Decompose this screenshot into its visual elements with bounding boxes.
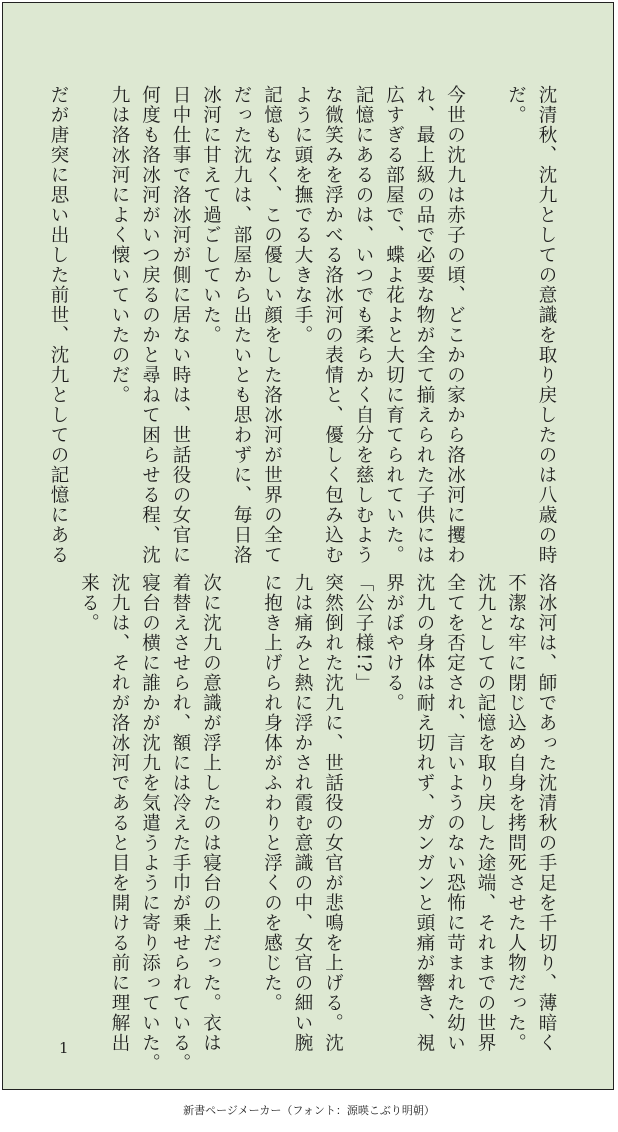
footer-credit: 新書ページメーカー（フォント：源暎こぶり明朝）: [183, 1104, 435, 1117]
upper-text-block: 沈清秋、沈九としての意識を取り戻したのは八歳の時 だ。 今世の沈九は赤子の頃、どこかの家から洛冰河に攫わ れ、最上級の品で必要な物が全て揃えられた子供には 広すぎる部屋で、蝶よ花よと大切に育てられていた。 記憶にあるのは、いつでも柔らかく自分を慈しむよう な微笑みを浮かべる洛冰河の表情と、優しく包み込む ように頭を撫でる大きな手。 記憶もなく、この優しい顔をした洛冰河が世界の全て だった沈九は、部屋から出たいとも思わずに、毎日洛 冰河に甘えて過ごしていた。 日中仕事で洛冰河が側に居ない時は、世話役の女官に 何度も洛冰河がいつ戻るのかと尋ねて困らせる程、沈 九は洛冰河によく懐いていたのだ。 だが唐突に思い出した前世、沈九としての記憶にある: [48, 85, 557, 565]
book-page: [2, 2, 614, 1090]
lower-text-block: 洛冰河は、師であった沈清秋の手足を千切り、薄暗く 不潔な牢に閉じ込め自身を拷問死させた人物だった。 沈九としての記憶を取り戻した途端、それまでの世界 全てを否定され、言いようのない恐怖に苛まれた幼い 沈九の身体は耐え切れず、ガンガンと頭痛が響き、視 界がぼやける。 「公子様!?」 突然倒れた沈九に、世話役の女官が悲鳴を上げる。沈 九は痛みと熱に浮かされ霞む意識の中、女官の細い腕 に抱き上げられ身体がふわりと浮くのを感じた。 次に沈九の意識が浮上したのは寝台の上だった。衣は 着替えさせられ、額には冷えた手巾が乗せられている。 寝台の横に誰かが沈九を気遣うように寄り添っていた。 沈九は、それが洛冰河であると目を開ける前に理解出 来る。: [78, 573, 557, 1073]
page-number: 1: [59, 1039, 69, 1057]
